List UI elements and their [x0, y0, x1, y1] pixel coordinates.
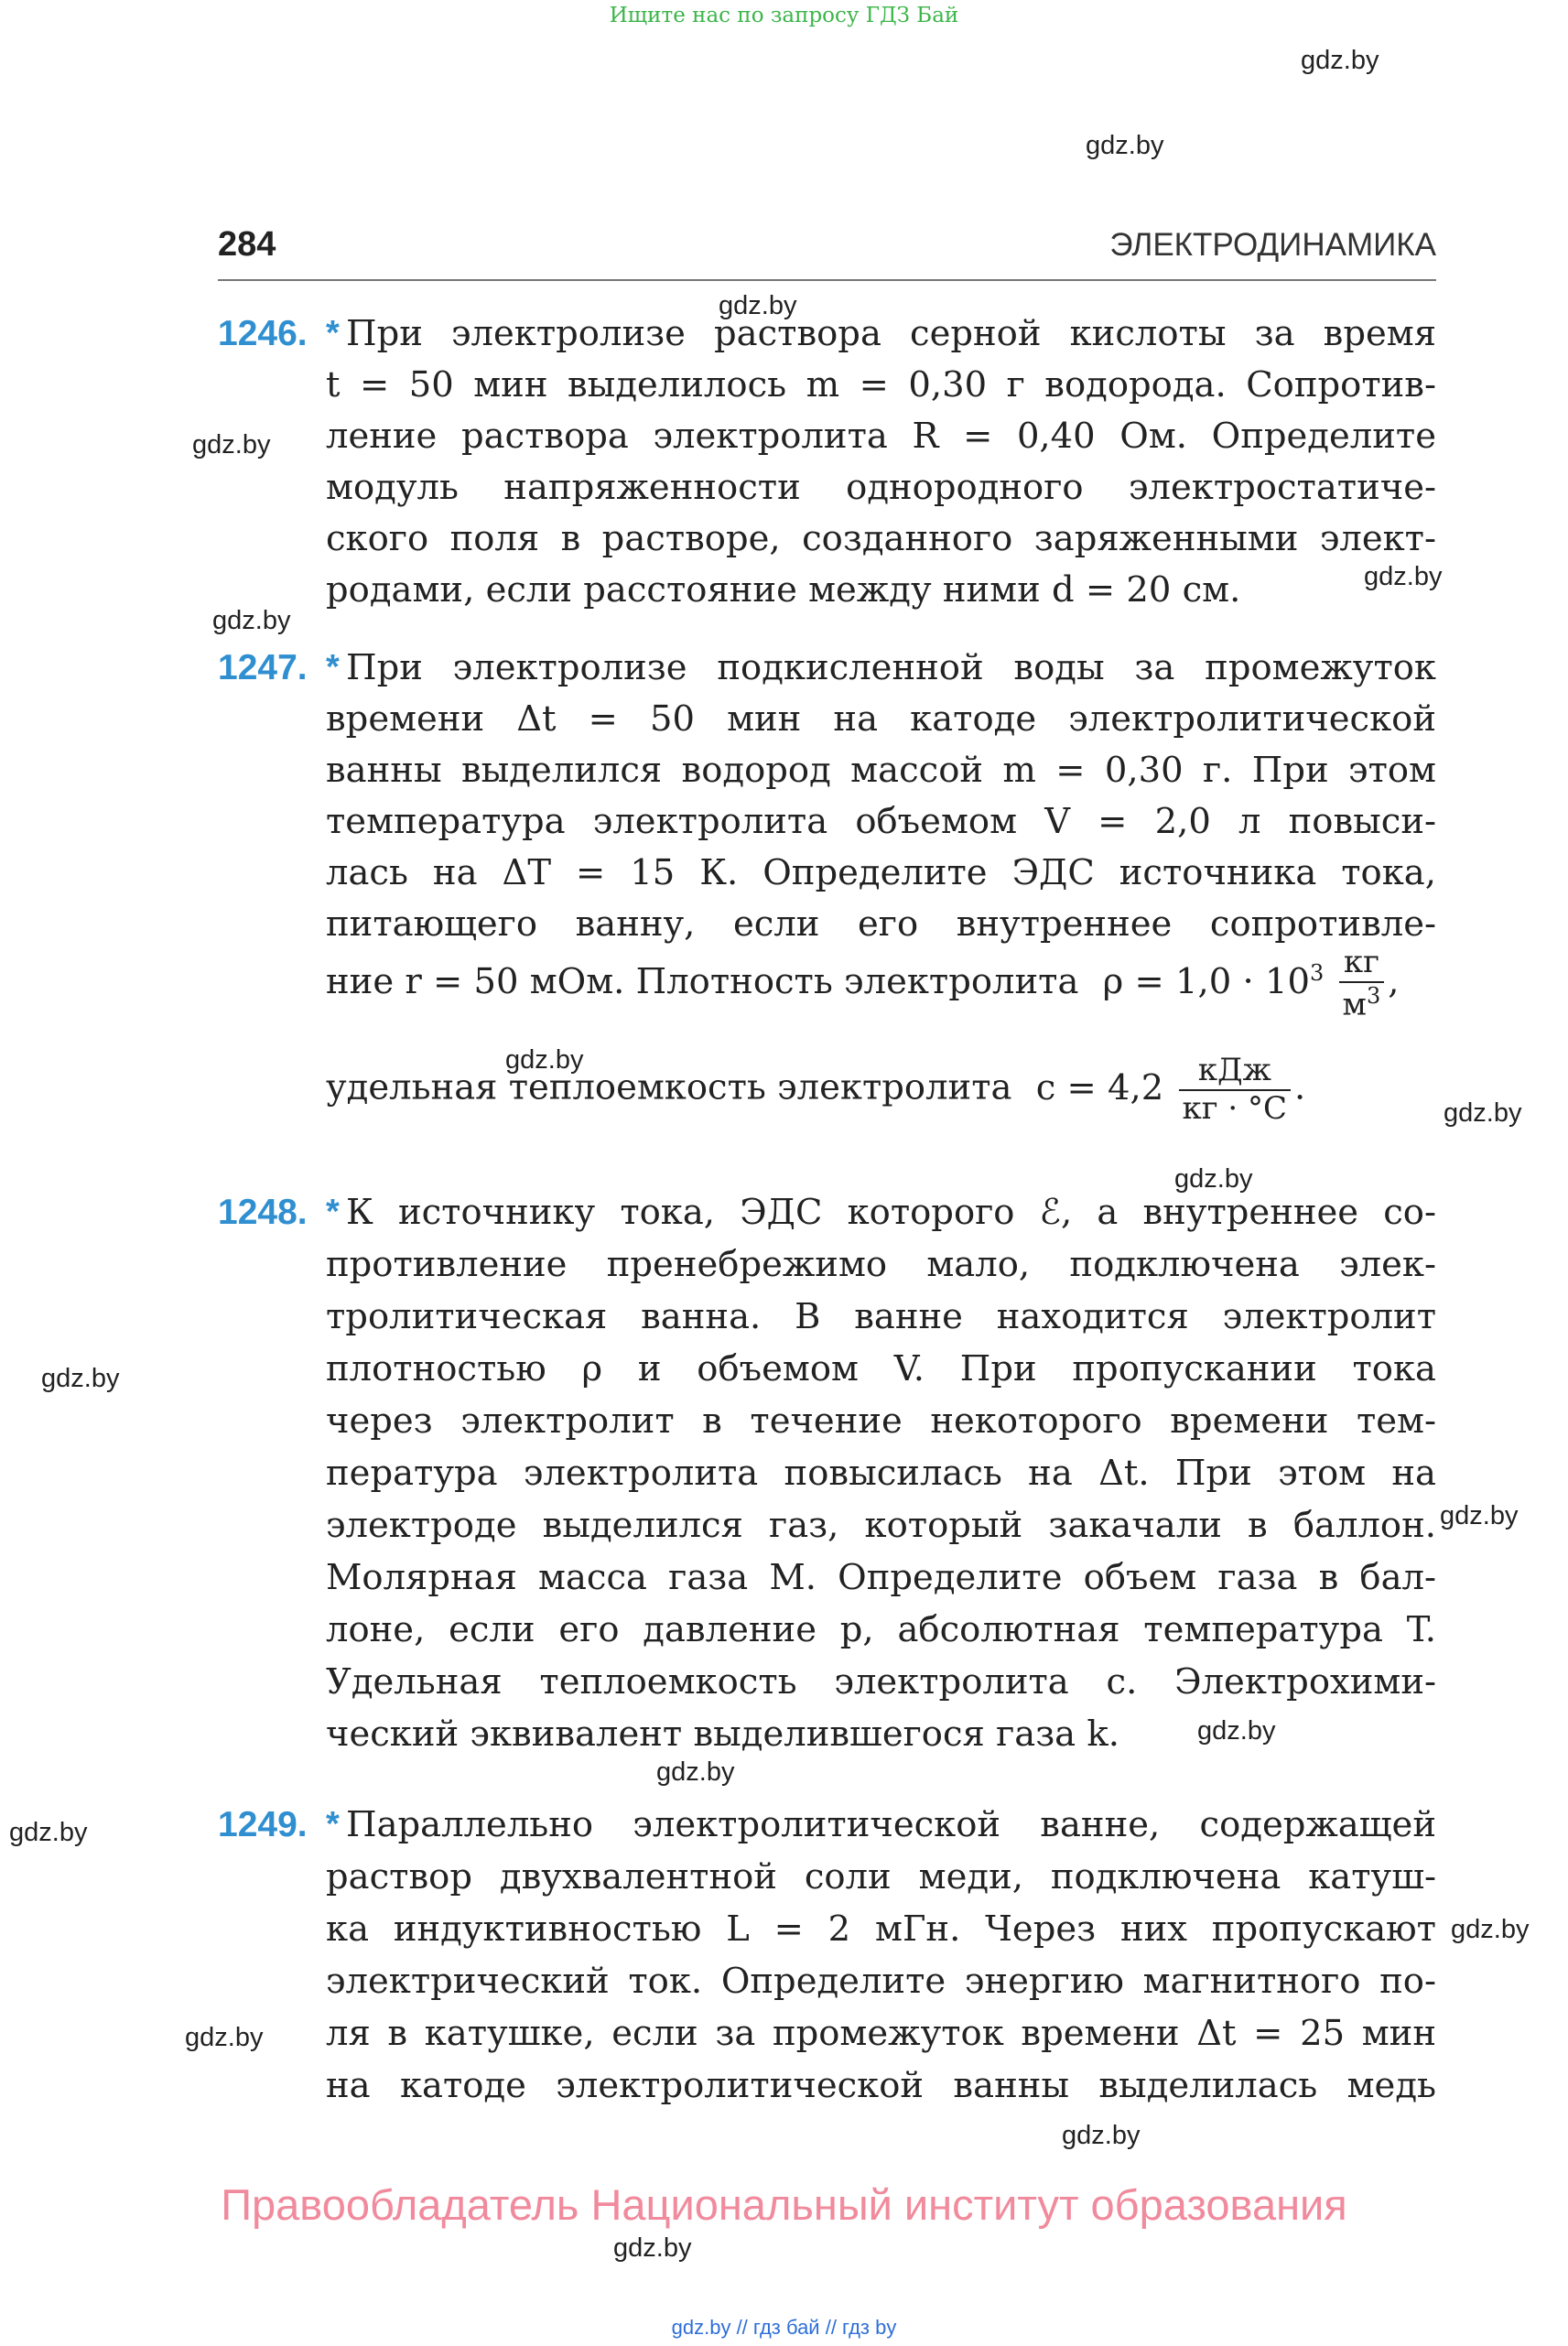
star-marker: *: [326, 1805, 340, 1843]
problem-text-line: противление пренебрежимо мало, подключена элек-: [326, 1244, 1436, 1285]
heat-tail: .: [1294, 1066, 1306, 1108]
heat-line-text: удельная теплоемкость электролита: [326, 1066, 1012, 1108]
problem-text-line: Удельная теплоемкость электролита c. Электрохими-: [326, 1661, 1436, 1703]
watermark: gdz.by: [1444, 1098, 1522, 1128]
star-marker: *: [326, 314, 340, 352]
header-rule: [218, 279, 1436, 281]
problem-text-line: пература электролита повысилась на Δt. При этом на: [326, 1453, 1436, 1494]
problem-text-line: питающего ванну, если его внутреннее сопротивле-: [326, 903, 1436, 945]
problem-text-line: К источнику тока, ЭДС которого ℰ, а внутреннее со-: [346, 1192, 1436, 1233]
page-number: 284: [218, 225, 276, 264]
density-unit-denominator: [1339, 983, 1385, 1022]
problem-text-line: ление раствора электролита R = 0,40 Ом. Определите: [326, 416, 1436, 457]
problem-number: 1247.: [218, 648, 308, 687]
problem-text-line: При электролизе раствора серной кислоты за время: [346, 313, 1436, 354]
star-marker: *: [326, 648, 340, 687]
problem-text-line: раствор двухвалентной соли меди, подключена катуш-: [326, 1856, 1436, 1897]
problem-text-line: лась на ΔT = 15 К. Определите ЭДС источника тока,: [326, 852, 1436, 893]
problem-text-line: ванны выделился водород массой m = 0,30 г. При этом: [326, 750, 1436, 791]
density-unit-den-exp: 3: [1366, 982, 1381, 1009]
problem-text-line: Молярная масса газа M. Определите объем газа в бал-: [326, 1557, 1436, 1598]
watermark: gdz.by: [1062, 2121, 1141, 2150]
watermark: gdz.by: [505, 1045, 584, 1075]
density-tail: ,: [1388, 960, 1400, 1002]
problem-text-line: родами, если расстояние между ними d = 20 см.: [326, 569, 1241, 611]
problem-text-line: на катоде электролитической ванны выделилась медь: [326, 2065, 1436, 2106]
problem-text-line: t = 50 мин выделилось m = 0,30 г водорода. Сопротив-: [326, 364, 1436, 405]
density-value: [1103, 961, 1325, 1002]
density-line-text: ние r = 50 мОм. Плотность электролита: [326, 960, 1079, 1002]
watermark: gdz.by: [9, 1818, 88, 1847]
problem-text-line: Параллельно электролитической ванне, содержащей: [346, 1804, 1436, 1845]
watermark: gdz.by: [1086, 131, 1164, 160]
problem-text-line: температура электролита объемом V = 2,0 л повыси-: [326, 801, 1436, 842]
watermark: gdz.by: [212, 606, 291, 635]
problem-text-line: плотностью ρ и объемом V. При пропускании тока: [326, 1348, 1436, 1389]
watermark: gdz.by: [1197, 1716, 1276, 1746]
problem-text-line: ского поля в растворе, созданного заряженными элект-: [326, 518, 1436, 559]
top-banner[interactable]: Ищите нас по запросу ГДЗ Бай: [609, 4, 959, 27]
watermark: gdz.by: [1364, 562, 1443, 591]
star-marker: *: [326, 1193, 340, 1231]
problem-number: 1248.: [218, 1193, 308, 1232]
density-number: ρ = 1,0 · 10: [1102, 960, 1310, 1002]
problem-text-line: тролитическая ванна. В ванне находится электролит: [326, 1296, 1436, 1337]
heat-unit-denominator: кг · °C: [1182, 1089, 1288, 1127]
watermark: gdz.by: [41, 1364, 120, 1393]
problem-text-line: через электролит в течение некоторого времени тем-: [326, 1400, 1436, 1442]
heat-value: c = 4,2: [1035, 1066, 1164, 1108]
problem-text-line: ка индуктивностью L = 2 мГн. Через них пропускают: [326, 1908, 1436, 1950]
watermark: gdz.by: [192, 430, 271, 459]
watermark: gdz.by: [1301, 46, 1379, 75]
problem-text-line: электроде выделился газ, который закачали в баллон.: [326, 1505, 1436, 1546]
watermark: gdz.by: [1440, 1501, 1519, 1530]
problem-number: 1246.: [218, 314, 308, 353]
watermark: gdz.by: [613, 2233, 692, 2263]
problem-text-line: модуль напряженности однородного электростатиче-: [326, 467, 1436, 508]
heat-unit-fraction: [1179, 1054, 1292, 1125]
density-unit-den-base: м: [1342, 986, 1367, 1023]
copyright-notice: Правообладатель Национальный институт образования: [221, 2180, 1347, 2229]
watermark: gdz.by: [1451, 1915, 1530, 1944]
problem-text-line: времени Δt = 50 мин на катоде электролитической: [326, 698, 1436, 740]
heat-unit-numerator: кДж: [1179, 1054, 1292, 1091]
watermark: gdz.by: [1174, 1164, 1253, 1194]
problem-number: 1249.: [218, 1805, 308, 1844]
problem-text-line: лоне, если его давление p, абсолютная температура T.: [326, 1609, 1436, 1650]
section-title: ЭЛЕКТРОДИНАМИКА: [1109, 227, 1436, 263]
problem-text-line: ля в катушке, если за промежуток времени Δt = 25 мин: [326, 2013, 1436, 2054]
problem-text-line: электрический ток. Определите энергию магнитного по-: [326, 1961, 1436, 2002]
footer-links[interactable]: gdz.by // гдз бай // гдз by: [671, 2316, 897, 2339]
problem-text-line: ческий эквивалент выделившегося газа k.: [326, 1714, 1119, 1755]
density-line: [326, 946, 1400, 1022]
watermark: gdz.by: [656, 1757, 735, 1787]
watermark: gdz.by: [185, 2023, 264, 2052]
density-unit-numerator: кг: [1339, 946, 1385, 983]
heat-capacity-line: [326, 1054, 1305, 1125]
density-exponent: 3: [1309, 960, 1325, 987]
problem-text-line: При электролизе подкисленной воды за промежуток: [346, 647, 1436, 688]
watermark: gdz.by: [719, 291, 797, 320]
density-unit-fraction: [1339, 946, 1385, 1022]
